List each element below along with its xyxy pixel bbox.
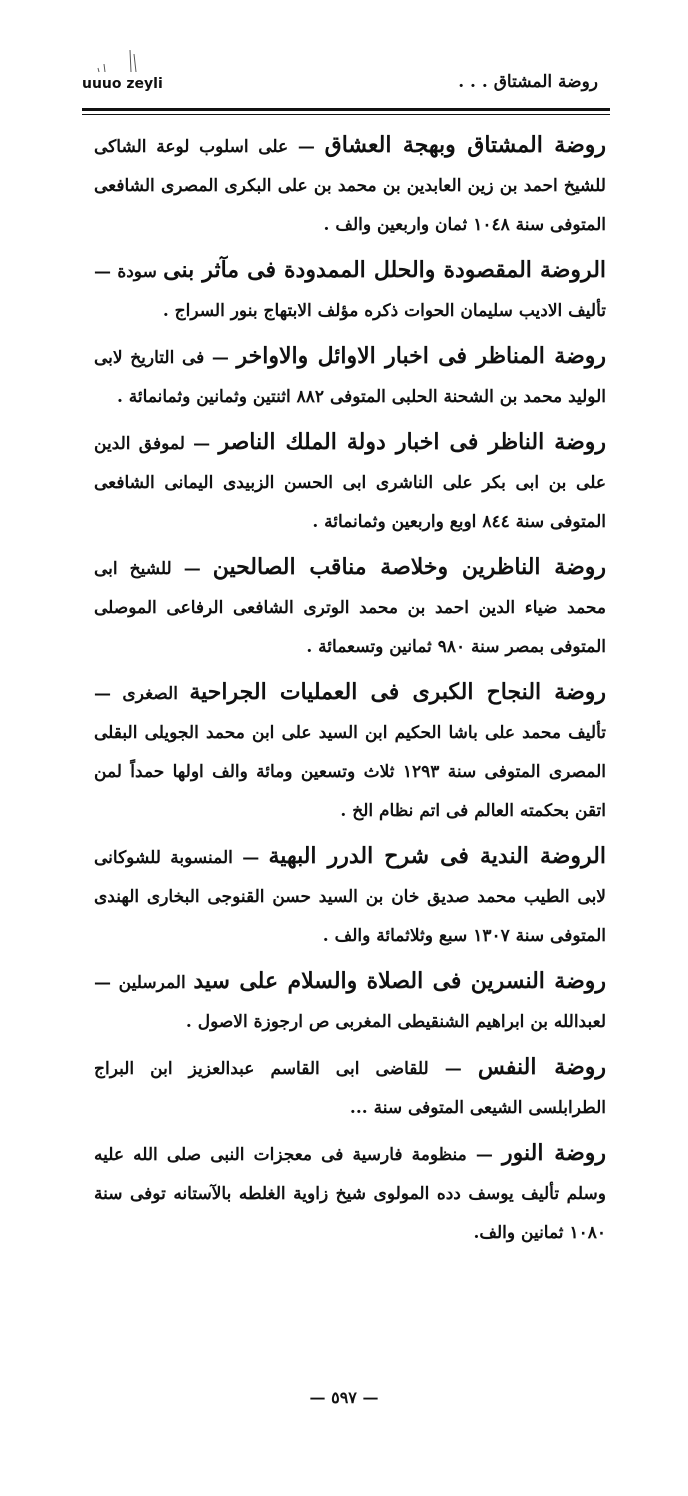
header-left-mark: uuuo zeyli (82, 76, 163, 92)
entry-title: روضة الناظر فى اخبار دولة الملك الناصر (218, 429, 606, 455)
main-text (94, 126, 606, 1259)
entry-title: الروضة المقصودة والحلل الممدودة فى مآثر بنى (163, 257, 607, 283)
entry-body: سودة — تأليف الاديب سليمان الحوات ذكره مؤلف الابتهاج بنور السراج . (94, 262, 606, 321)
entry (94, 251, 606, 331)
entry (94, 548, 606, 667)
entry-title: روضة الناظرين وخلاصة مناقب الصالحين (212, 554, 607, 580)
header-rule-thick (82, 108, 610, 111)
entry (94, 673, 606, 831)
header-rule-thin (82, 114, 610, 115)
entry (94, 1134, 606, 1253)
entry-title: روضة النفس (477, 1054, 607, 1080)
entry (94, 337, 606, 417)
entry (94, 126, 606, 245)
entry (94, 837, 606, 956)
entry-title: روضة النجاح الكبرى فى العمليات الجراحية (189, 679, 607, 705)
running-title: روضة المشتاق . . . (458, 72, 598, 92)
margin-scratch-marks (90, 46, 150, 74)
page-number: — ٥٩٧ — (309, 1388, 379, 1407)
entry-body: — على اسلوب لوعة الشاكى للشيخ احمد بن زين العابدين بن محمد بن على البكرى المصرى الشافعى المتوفى سنة ١٠٤٨ ثمان واربعين والف . (94, 137, 606, 235)
entry (94, 1048, 606, 1128)
entry (94, 962, 606, 1042)
entry-body: — المنسوبة للشوكانى لابى الطيب محمد صديق خان بن السيد حسن القنوجى البخارى الهندى المتوفى سنة ١٣٠٧ سبع وثلاثمائة والف . (94, 848, 606, 946)
entry-body: — منظومة فارسية فى معجزات النبى صلى الله عليه وسلم تأليف يوسف دده المولوى شيخ زاوية الغلطه بالآستانه توفى سنة ١٠٨٠ ثمانين والف. (94, 1145, 606, 1243)
entry-body: الصغرى — تأليف محمد على باشا الحكيم ابن السيد على ابن محمد الجويلى البقلى المصرى المتوفى سنة ١٢٩٣ ثلاث وتسعين ومائة والف اولها حمداً لمن اتقن بحكمته العالم فى اتم نظام الخ . (94, 684, 606, 821)
entry-title: روضة المناظر فى اخبار الاوائل والاواخر (236, 343, 607, 369)
entry (94, 423, 606, 542)
entry-title: روضة النسرين فى الصلاة والسلام على سيد (193, 968, 606, 994)
entry-body: — لموفق الدين على بن ابى بكر على الناشرى ابى الحسن الزبيدى اليمانى الشافعى المتوفى سنة ٨٤٤ اوبع واربعين وثمانمائة . (94, 434, 606, 532)
entry-title: الروضة الندية فى شرح الدرر البهية (268, 843, 606, 869)
entry-body: — فى التاريخ لابى الوليد محمد بن الشحنة الحلبى المتوفى ٨٨٢ اثنتين وثمانين وثمانمائة . (94, 348, 606, 407)
entry-title: روضة النور (502, 1140, 607, 1166)
entry-body: — للقاضى ابى القاسم عبدالعزيز ابن البراج الطرابلسى الشيعى المتوفى سنة ... (94, 1059, 606, 1118)
entry-body: المرسلين — لعبدالله بن ابراهيم الشنقيطى المغربى ص ارجوزة الاصول . (94, 973, 606, 1032)
entry-title: روضة المشتاق وبهجة العشاق (324, 132, 606, 158)
entry-body: — للشيخ ابى محمد ضياء الدين احمد بن محمد الوترى الشافعى الرفاعى الموصلى المتوفى بمصر سنة ٩٨٠ ثمانين وتسعمائة . (94, 559, 606, 657)
